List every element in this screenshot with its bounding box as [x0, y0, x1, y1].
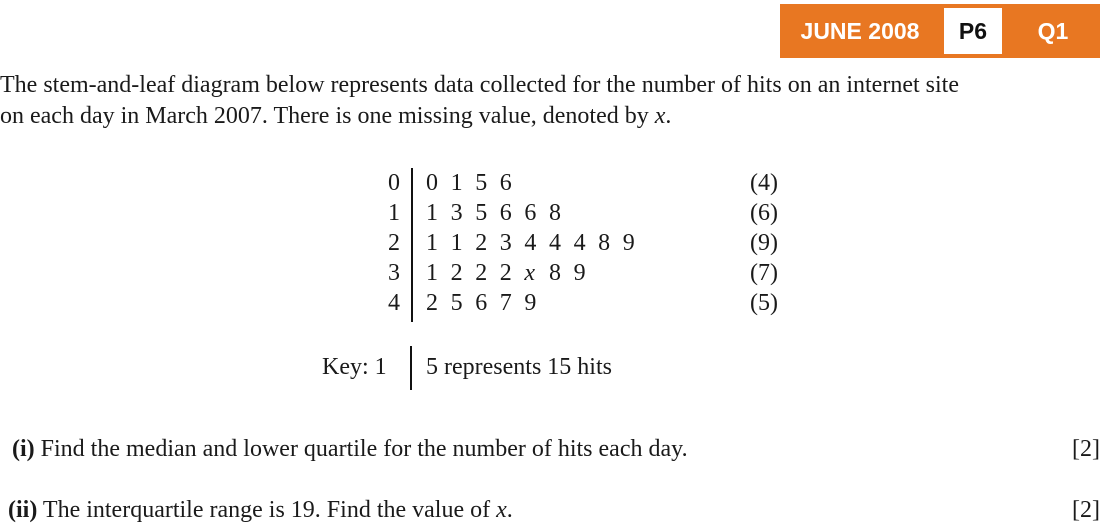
leaf-value: 8: [598, 230, 611, 256]
leaf-value: 1: [426, 260, 438, 286]
leaf-value: 2: [499, 260, 512, 286]
key-text: 5 represents 15 hits: [426, 354, 612, 380]
stem-value: 4: [388, 290, 400, 316]
question-number-label: Q1: [1006, 4, 1100, 58]
intro-line-1: The stem-and-leaf diagram below represents data collected for the number of hits on an internet site: [0, 72, 959, 98]
question-text-prefix: The interquartile range is 19. Find the value of: [42, 497, 497, 523]
stem-and-leaf-diagram: [372, 168, 792, 323]
leaf-value: 5: [475, 170, 488, 196]
leaf-value: 4: [573, 230, 586, 256]
intro-line-2-text: on each day in March 2007. There is one missing value, denoted by: [0, 103, 655, 129]
key-divider-line: [410, 346, 412, 390]
leaf-value: 9: [573, 260, 586, 286]
row-count: (9): [750, 230, 778, 256]
leaf-value: 1: [450, 170, 463, 196]
question-text-suffix: .: [506, 497, 513, 523]
stem-leaf-row: [372, 198, 792, 228]
stem-leaf-row: [372, 168, 792, 198]
leaf-values: [426, 258, 598, 288]
leaf-value: 0: [426, 170, 438, 196]
leaf-value: 2: [450, 260, 463, 286]
leaf-value: 8: [548, 260, 561, 286]
leaf-value: 2: [475, 260, 488, 286]
stem-value: 3: [388, 260, 400, 286]
leaf-value: 3: [450, 200, 463, 226]
leaf-value: 9: [622, 230, 635, 256]
question-text: [43, 497, 513, 523]
leaf-value: 6: [499, 200, 512, 226]
stem-leaf-row: [372, 228, 792, 258]
leaf-value: 1: [426, 230, 438, 256]
leaf-values: [426, 198, 574, 228]
key-label: Key: 1: [322, 354, 387, 380]
leaf-value: x: [524, 260, 536, 286]
leaf-value: 9: [524, 290, 537, 316]
row-count: (6): [750, 200, 778, 226]
leaf-value: 4: [548, 230, 561, 256]
stem-value: 1: [388, 200, 400, 226]
leaf-value: 6: [499, 170, 512, 196]
leaf-value: 5: [475, 200, 488, 226]
paper-label: P6: [940, 4, 1006, 58]
question-number: (ii): [8, 497, 38, 523]
variable-x: x: [654, 103, 666, 129]
stem-leaf-row: [372, 258, 792, 288]
row-count: (5): [750, 290, 778, 316]
question-marks: [2]: [1072, 497, 1100, 523]
stem-value: 2: [388, 230, 400, 256]
leaf-value: 2: [426, 290, 438, 316]
stem-leaf-row: [372, 288, 792, 318]
question-part-ii: [8, 494, 1100, 526]
row-count: (7): [750, 260, 778, 286]
question-text: Find the median and lower quartile for the number of hits each day.: [40, 436, 688, 462]
leaf-value: 6: [475, 290, 488, 316]
leaf-values: [426, 168, 524, 198]
leaf-value: 6: [524, 200, 537, 226]
leaf-value: 5: [450, 290, 463, 316]
leaf-value: 3: [499, 230, 512, 256]
intro-line-2-end: .: [665, 103, 672, 129]
question-number: (i): [12, 436, 35, 462]
intro-paragraph: [0, 70, 1100, 132]
leaf-values: [426, 228, 647, 258]
question-part-i: [12, 433, 1100, 465]
leaf-value: 8: [548, 200, 561, 226]
question-marks: [2]: [1072, 436, 1100, 462]
stem-value: 0: [388, 170, 400, 196]
leaf-value: 2: [475, 230, 488, 256]
row-count: (4): [750, 170, 778, 196]
leaf-value: 4: [524, 230, 537, 256]
leaf-value: 1: [426, 200, 438, 226]
intro-line-2: [0, 101, 1100, 132]
exam-date-label: JUNE 2008: [780, 4, 940, 58]
leaf-value: 7: [499, 290, 512, 316]
variable-x: x: [496, 497, 507, 523]
leaf-values: [426, 288, 549, 318]
question-reference-badge: [780, 4, 1100, 58]
leaf-value: 1: [450, 230, 463, 256]
